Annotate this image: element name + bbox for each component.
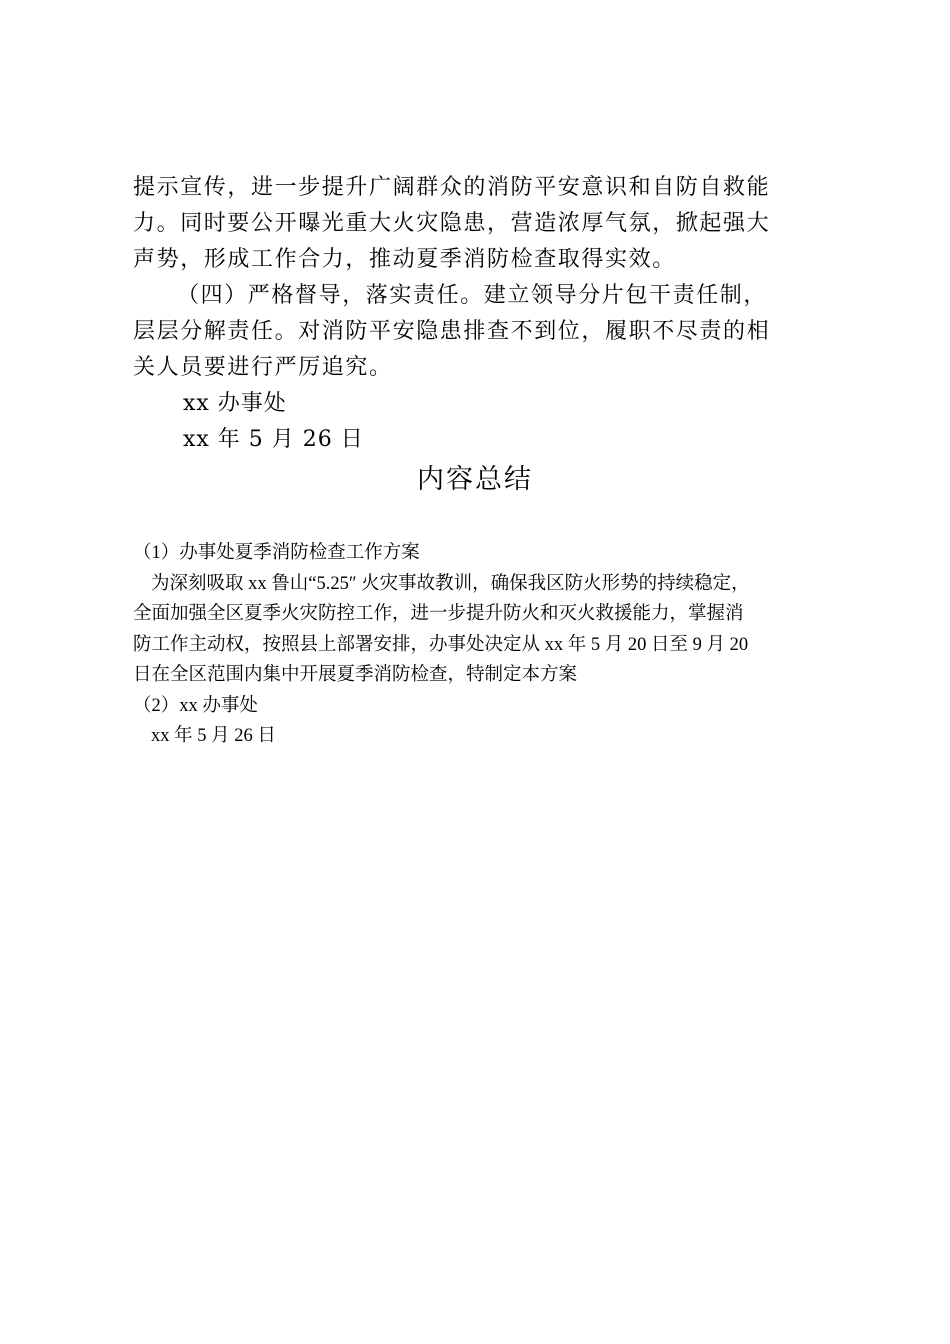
summary-content xyxy=(133,538,823,752)
summary-date: xx 年 5 月 26 日 xyxy=(151,726,276,746)
summary-line: 防工作主动权，按照县上部署安排，办事处决定从 xx 年 5 月 20 日至 9 月 20 xyxy=(133,634,749,655)
summary-title: 内容总结 xyxy=(417,464,533,495)
body-text xyxy=(133,170,823,458)
signature: xx 办事处 xyxy=(183,391,287,416)
body-line: （四）严格督导，落实责任。建立领导分片包干责任制， xyxy=(177,283,768,308)
summary-item-heading: （2）xx 办事处 xyxy=(133,695,258,716)
body-line: 关人员要进行严厉追究。 xyxy=(133,355,393,380)
summary-line: 日在全区范围内集中开展夏季消防检查，特制定本方案 xyxy=(133,665,578,685)
body-line: 力。同时要公开曝光重大火灾隐患，营造浓厚气氛，掀起强大 xyxy=(133,211,771,236)
summary-line: 全面加强全区夏季火灾防控工作，进一步提升防火和灭火救援能力，掌握消 xyxy=(133,604,744,624)
summary-item-heading: （1）办事处夏季消防检查工作方案 xyxy=(133,543,420,563)
body-line: 提示宣传，进一步提升广阔群众的消防平安意识和自防自救能 xyxy=(133,175,771,200)
summary-line: 为深刻吸取 xx 鲁山“5.25″ 火灾事故教训，确保我区防火形势的持续稳定， xyxy=(151,573,750,594)
signature-date: xx 年 5 月 26 日 xyxy=(183,427,364,452)
body-line: 层层分解责任。对消防平安隐患排查不到位，履职不尽责的相 xyxy=(133,319,771,344)
body-line: 声势，形成工作合力，推动夏季消防检查取得实效。 xyxy=(133,247,676,272)
